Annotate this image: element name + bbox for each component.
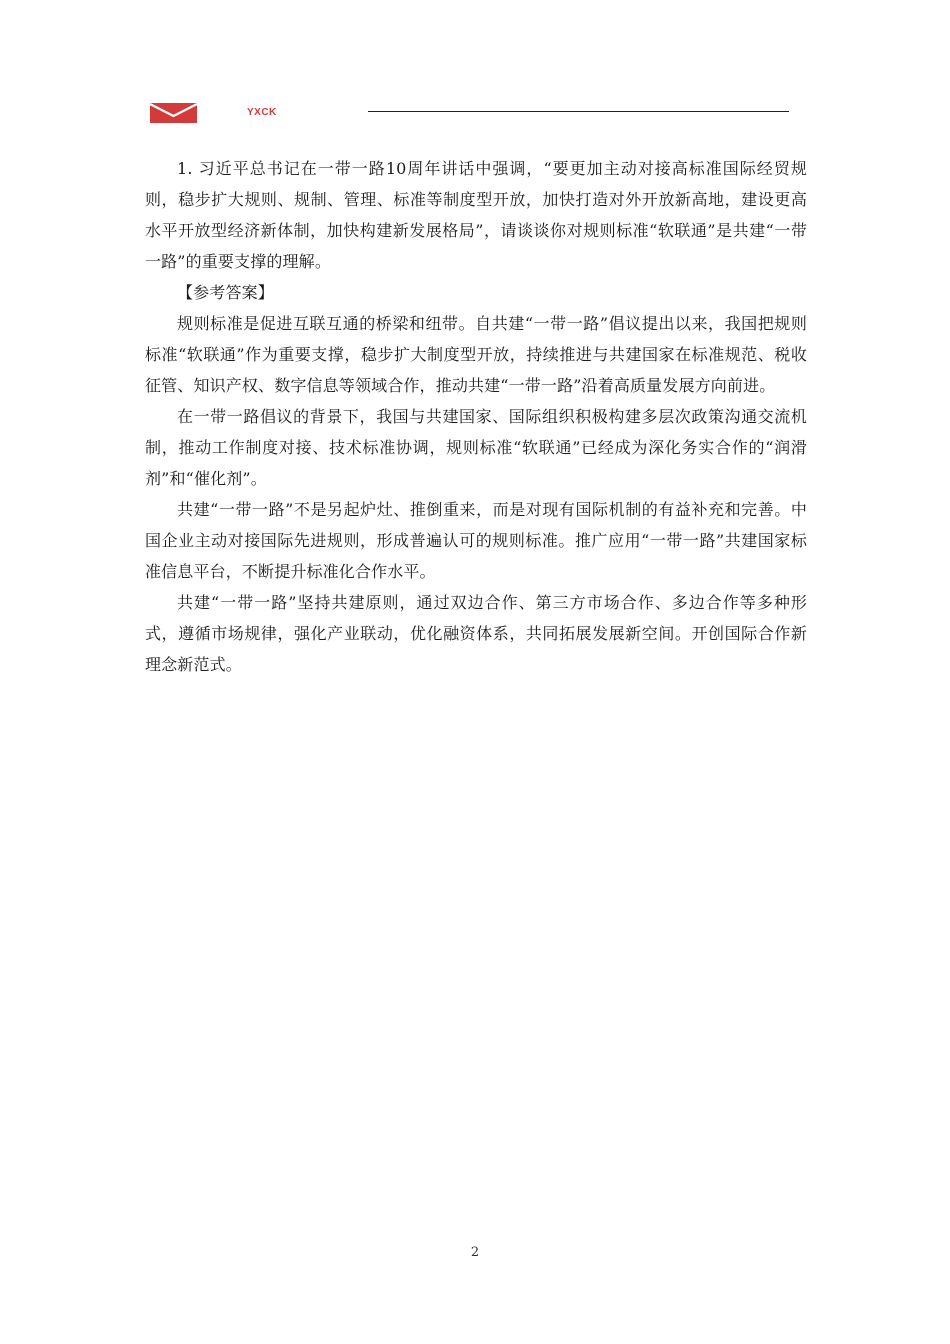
answer-label: 【参考答案】 xyxy=(177,283,274,302)
answer-paragraph-3: 共建“一带一路”不是另起炉灶、推倒重来，而是对现有国际机制的有益补充和完善。中国企业主动对接国际先进规则，形成普遍认可的规则标准。推广应用“一带一路”共建国家标准信息平台，不断提升标准化合作水平。 xyxy=(145,500,807,581)
answer-paragraph-2: 在一带一路倡议的背景下，我国与共建国家、国际组织积极构建多层次政策沟通交流机制，推动工作制度对接、技术标准协调，规则标准“软联通”已经成为深化务实合作的“润滑剂”和“催化剂”。 xyxy=(145,407,807,488)
page-number: 2 xyxy=(470,1245,480,1260)
header-divider xyxy=(368,111,789,112)
document-body xyxy=(145,153,807,680)
answer-paragraph-1: 规则标准是促进互联互通的桥梁和纽带。自共建“一带一路”倡议提出以来，我国把规则标准“软联通”作为重要支撑，稳步扩大制度型开放，持续推进与共建国家在标准规范、税收征管、知识产权、数字信息等领域合作，推动共建“一带一路”沿着高质量发展方向前进。 xyxy=(145,314,807,395)
brand-logo-icon xyxy=(150,103,197,123)
header-brand: YXCK xyxy=(247,107,277,118)
question-text: 1. 习近平总书记在一带一路10周年讲话中强调，“要更加主动对接高标准国际经贸规则，稳步扩大规则、规制、管理、标准等制度型开放，加快打造对外开放新高地，建设更高水平开放型经济新体制，加快构建新发展格局”，请谈谈你对规则标准“软联通”是共建“一带一路”的重要支撑的理解。 xyxy=(145,159,807,271)
answer-paragraph-4: 共建“一带一路”坚持共建原则，通过双边合作、第三方市场合作、多边合作等多种形式，遵循市场规律，强化产业联动，优化融资体系，共同拓展发展新空间。开创国际合作新理念新范式。 xyxy=(145,593,807,674)
